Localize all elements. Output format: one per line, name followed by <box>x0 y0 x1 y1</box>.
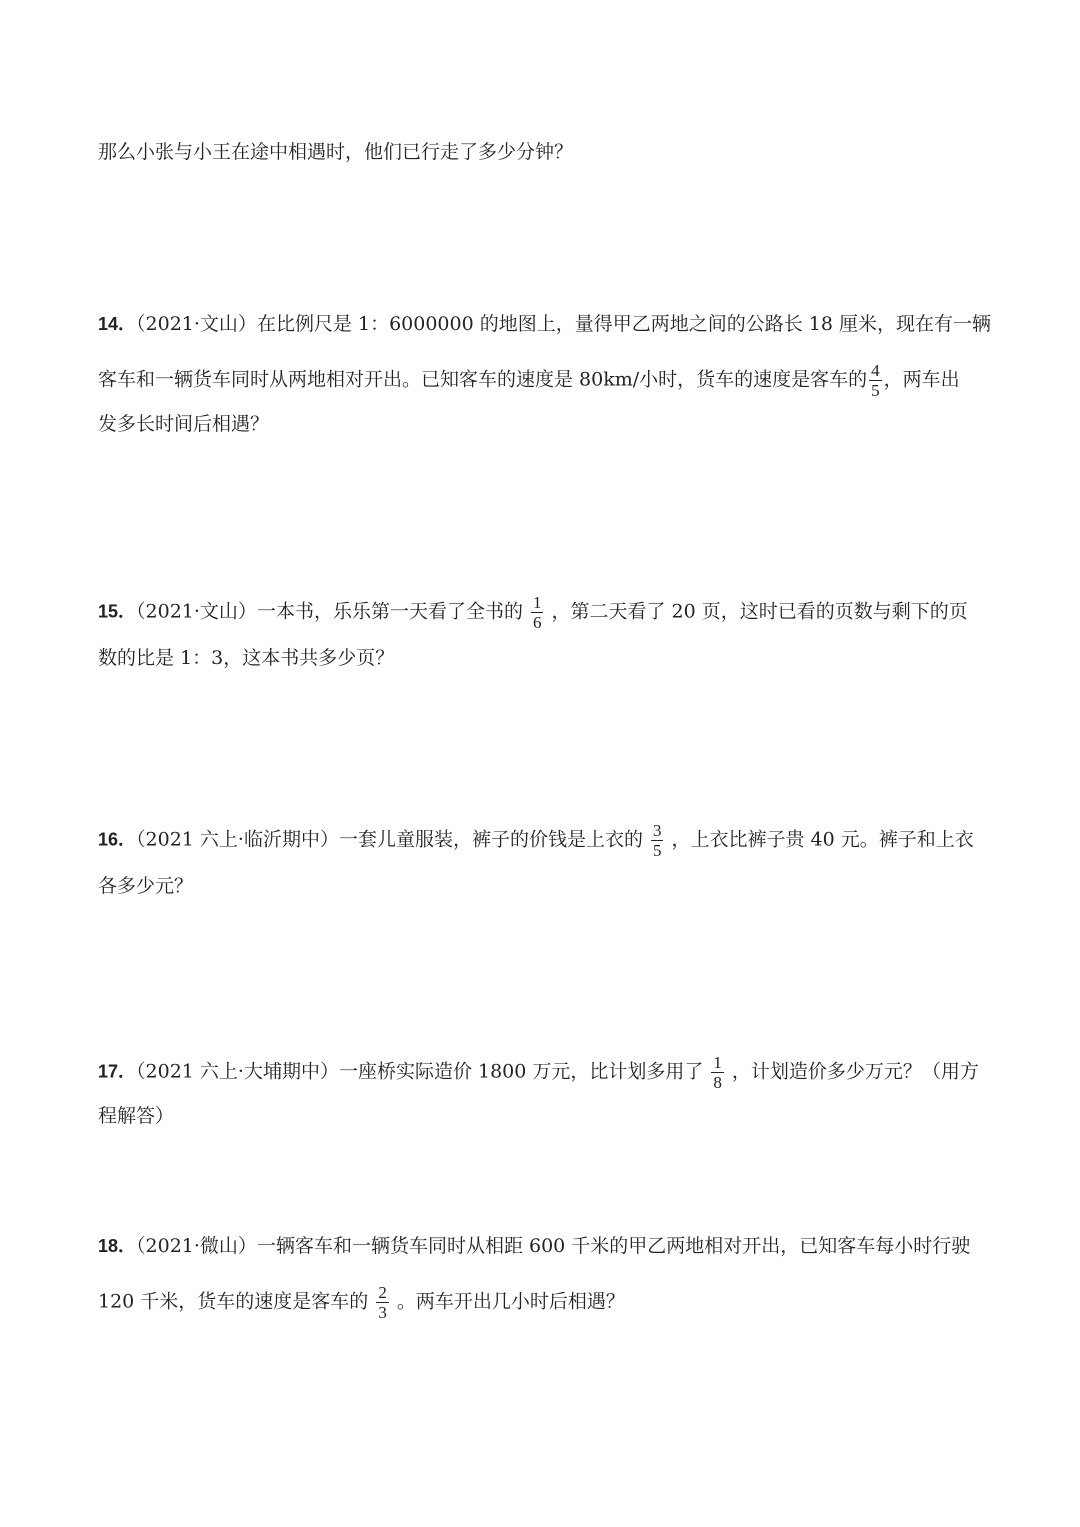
question-16-text-1b: ，上衣比裤子贵 40 元。裤子和上衣 <box>671 828 974 851</box>
question-14-fraction <box>869 362 882 399</box>
question-16-text-2: 各多少元？ <box>98 875 194 897</box>
question-15-number: 15． <box>98 601 137 622</box>
question-18-source: （2021·微山） <box>136 1235 257 1257</box>
question-14-text-2a: 客车和一辆货车同时从两地相对开出。已知客车的速度是 80km/小时，货车的速度是客车的 <box>98 368 868 391</box>
fraction-numerator: 2 <box>378 1283 387 1302</box>
fraction-numerator: 1 <box>532 593 542 612</box>
question-14-number: 14． <box>98 314 137 334</box>
question-16-number: 16． <box>98 829 137 850</box>
question-16-source: （2021 六上·临沂期中） <box>136 828 339 851</box>
question-18-line-2 <box>98 1284 625 1321</box>
question-15-fraction <box>531 594 544 631</box>
question-15-line-2 <box>98 646 394 670</box>
question-17-source: （2021 六上·大埔期中） <box>136 1060 339 1083</box>
question-14-line-1 <box>98 312 991 336</box>
question-15-source: （2021·文山） <box>136 600 257 623</box>
question-18-text-2b: 。两车开出几小时后相遇？ <box>396 1290 625 1313</box>
question-18-number: 18． <box>98 1236 137 1256</box>
question-14-line-3 <box>98 412 269 436</box>
question-13-text: 那么小张与小王在途中相遇时，他们已行走了多少分钟？ <box>98 141 574 163</box>
question-17-line-1 <box>98 1054 979 1091</box>
fraction-denominator: 3 <box>378 1303 387 1322</box>
question-18-fraction <box>376 1284 389 1321</box>
question-16-fraction <box>651 822 664 859</box>
question-17-text-1a: 一座桥实际造价 1800 万元，比计划多用了 <box>338 1060 704 1083</box>
question-18-line-1 <box>98 1234 970 1258</box>
question-14-text-1: 在比例尺是 1：6000000 的地图上，量得甲乙两地之间的公路长 18 厘米，现在有一辆 <box>256 313 991 335</box>
fraction-denominator: 6 <box>532 613 542 632</box>
question-18-text-2a: 120 千米，货车的速度是客车的 <box>98 1290 369 1313</box>
question-15-text-1a: 一本书，乐乐第一天看了全书的 <box>256 600 523 623</box>
question-14-text-3: 发多长时间后相遇？ <box>98 413 270 435</box>
question-17-line-2 <box>98 1104 174 1128</box>
fraction-numerator: 1 <box>713 1053 722 1072</box>
fraction-denominator: 5 <box>652 841 662 860</box>
question-16-line-2 <box>98 874 193 898</box>
question-14-text-2b: ，两车出 <box>883 368 960 391</box>
question-15-line-1 <box>98 594 968 631</box>
question-17-number: 17． <box>98 1061 137 1082</box>
question-14-line-2 <box>98 362 960 399</box>
question-16-line-1 <box>98 822 974 859</box>
question-15-text-2: 数的比是 1：3，这本书共多少页？ <box>98 647 395 669</box>
question-18-text-1: 一辆客车和一辆货车同时从相距 600 千米的甲乙两地相对开出，已知客车每小时行驶 <box>256 1235 971 1257</box>
question-17-text-1b: ，计划造价多少万元？（用方 <box>731 1060 979 1083</box>
question-17-text-2: 程解答） <box>98 1105 175 1127</box>
question-15-text-1b: ，第二天看了 20 页，这时已看的页数与剩下的页 <box>551 600 968 623</box>
fraction-denominator: 8 <box>713 1073 722 1092</box>
fraction-numerator: 4 <box>871 361 880 380</box>
fraction-denominator: 5 <box>871 381 880 400</box>
fraction-numerator: 3 <box>652 821 662 840</box>
question-16-text-1a: 一套儿童服装，裤子的价钱是上衣的 <box>338 828 643 851</box>
question-13-continuation <box>98 140 573 164</box>
question-17-fraction <box>711 1054 724 1091</box>
question-14-source: （2021·文山） <box>136 313 257 335</box>
